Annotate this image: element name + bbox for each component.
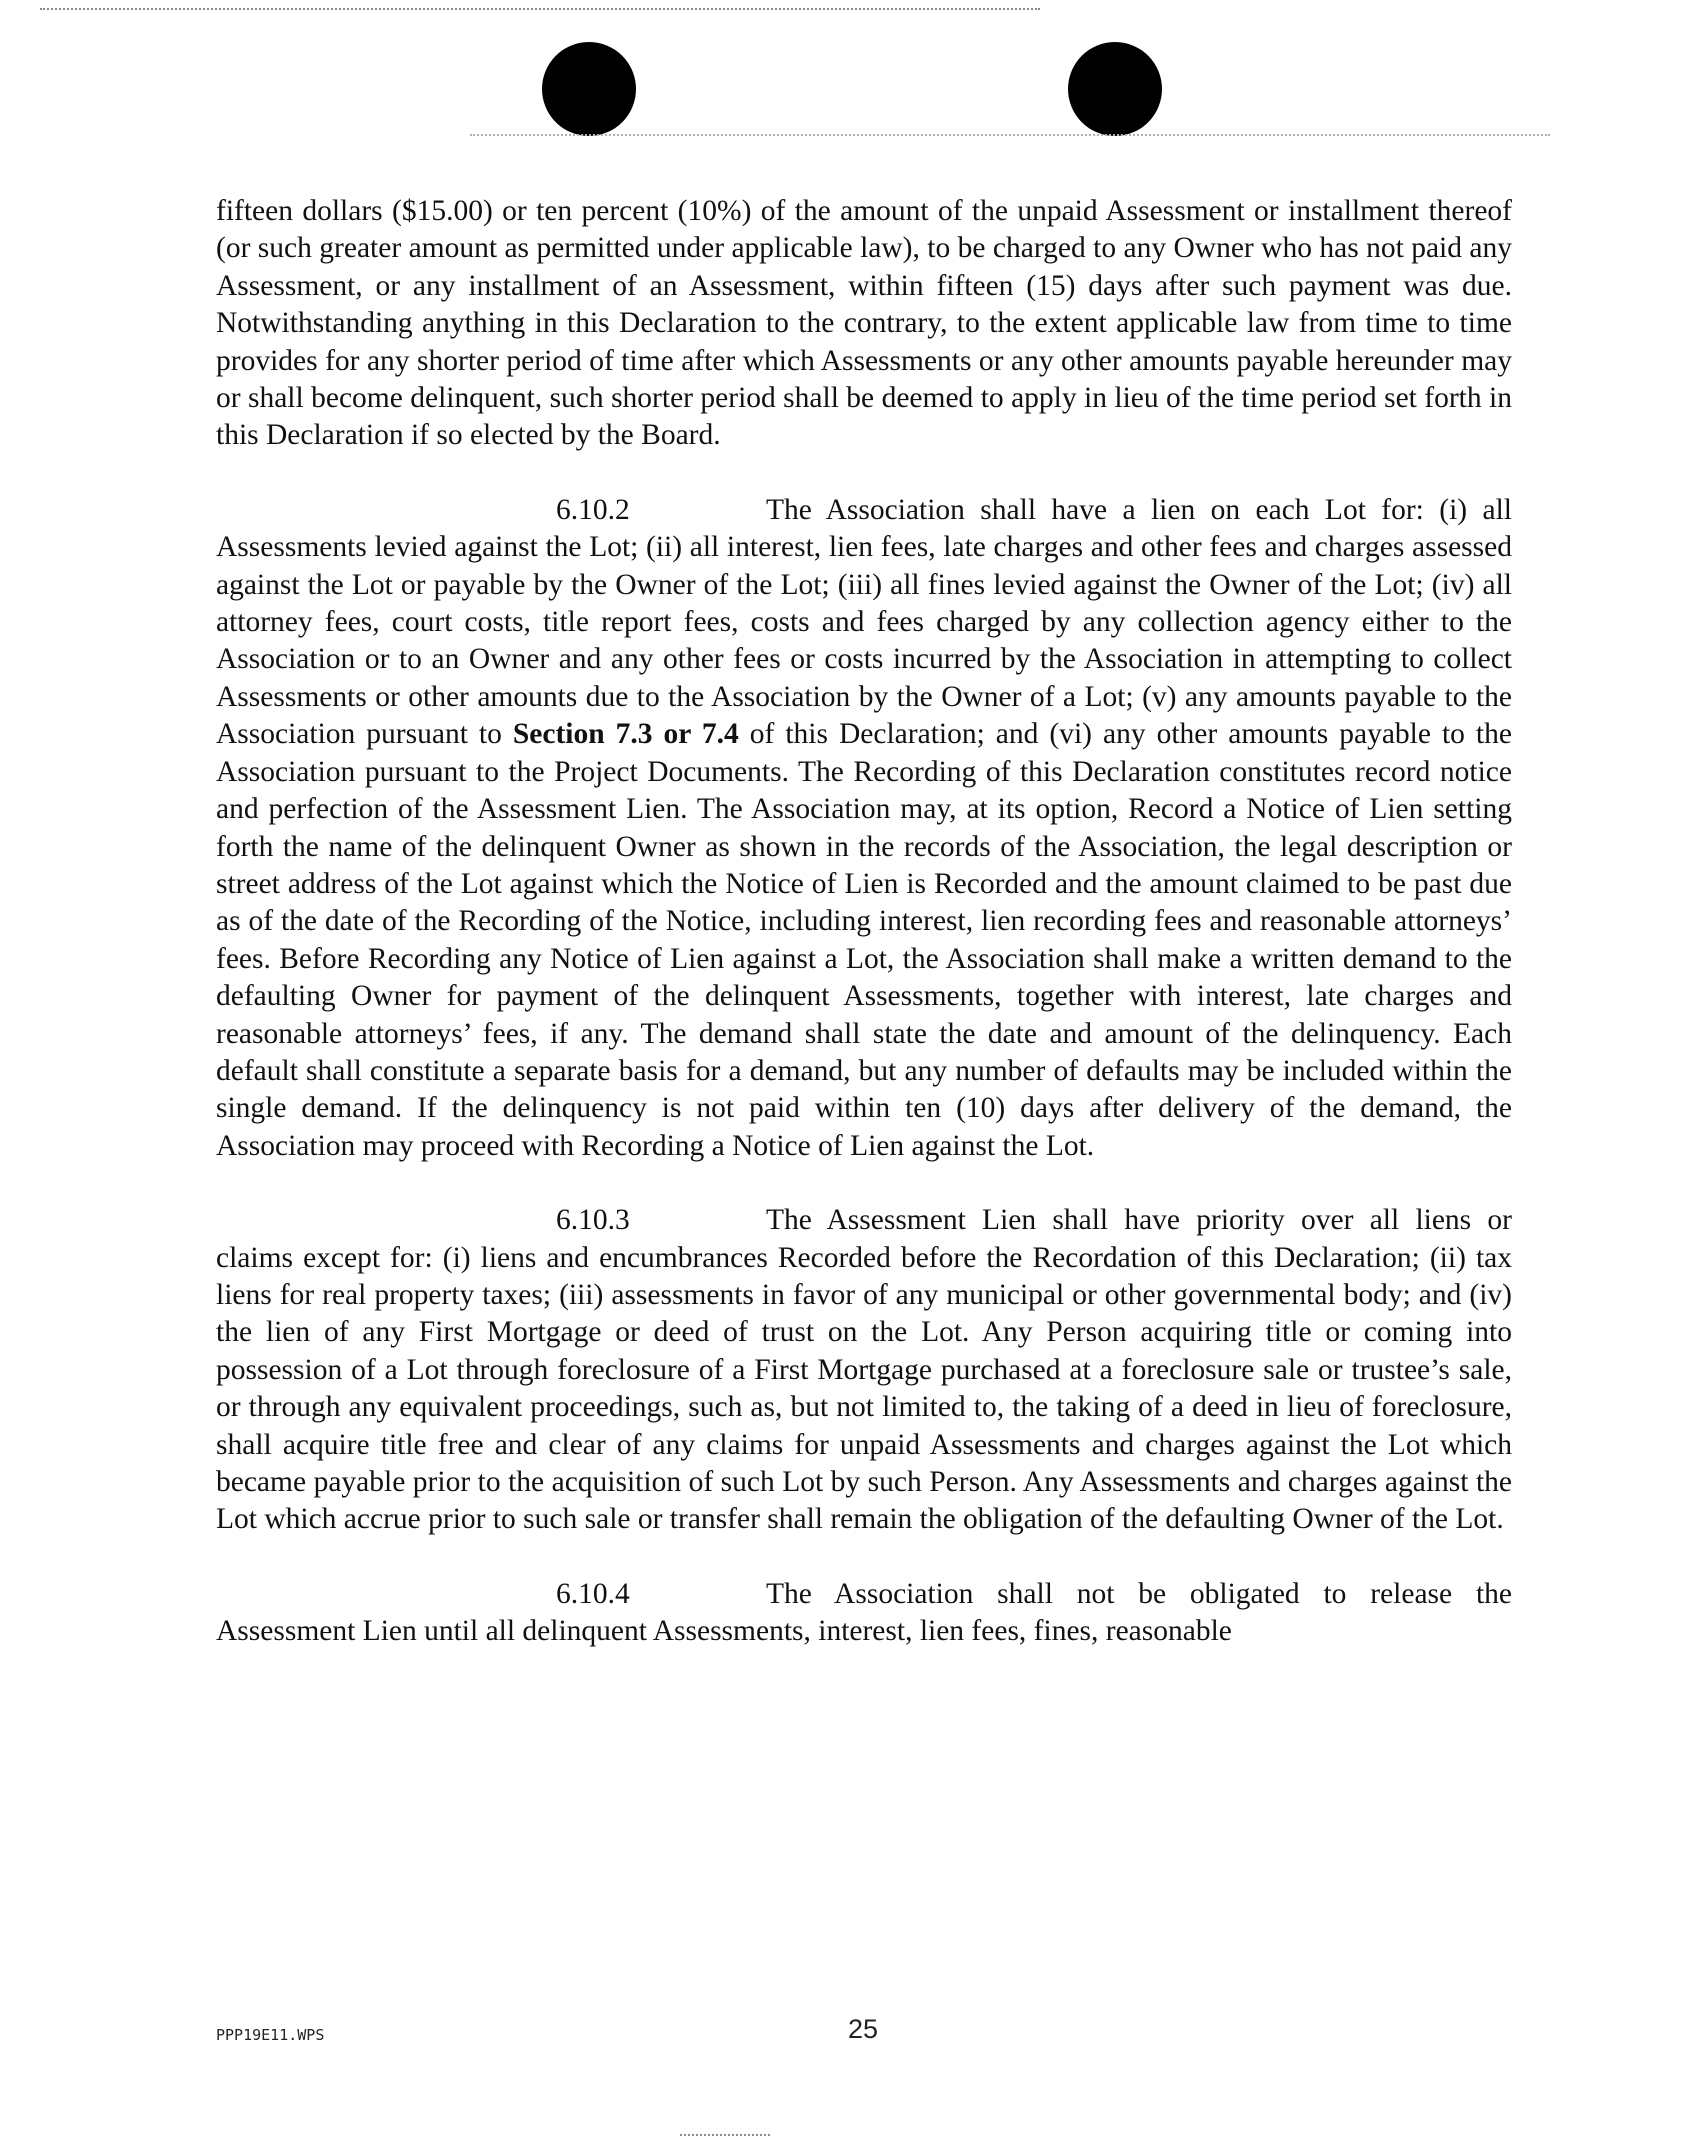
section-reference: Section 7.3 or 7.4 <box>512 718 739 751</box>
punch-hole-right <box>1068 42 1162 136</box>
section-number: 6.10.4 <box>556 1577 630 1610</box>
section-number: 6.10.3 <box>556 1204 630 1237</box>
scan-artifact-header <box>470 134 1550 136</box>
paragraph-text: fifteen dollars ($15.00) or ten percent (10%) of the amount of the unpaid Assessment or installment thereof (or such greater amount as permitted under applicable law), to be charged to any Owner who has not paid any Assessment, or any installment of an Assessment, within fifteen (15) days after such payment was due. Notwithstanding anything in this Declaration to the contrary, to the extent applicable law from time to time provides for any shorter period of time after which Assessments or any other amounts payable hereunder may or shall become delinquent, such shorter period shall be deemed to apply in lieu of the time period set forth in this Declaration if so elected by the Board. <box>216 195 1512 452</box>
paragraph-text-after: of this Declaration; and (vi) any other amounts payable to the Association pursuant to the Project Documents. The Recording of this Declaration constitutes record notice and perfection of the Assessment Lien. The Association may, at its option, Record a Notice of Lien setting forth the name of the delinquent Owner as shown in the records of the Association, the legal description or street address of the Lot against which the Notice of Lien is Recorded and the amount claimed to be past due as of the date of the Recording of the Notice, including interest, lien recording fees and reasonable attorneys’ fees. Before Recording any Notice of Lien against a Lot, the Association shall make a written demand to the defaulting Owner for payment of the delinquent Assessments, together with interest, late charges and reasonable attorneys’ fees, if any. The demand shall state the date and amount of the delinquency. Each default shall constitute a separate basis for a demand, but any number of defaults may be included within the single demand. If the delinquency is not paid within ten (10) days after delivery of the demand, the Association may proceed with Recording a Notice of Lien against the Lot. <box>216 718 1512 1162</box>
paragraph-6-10-3 <box>216 1202 1512 1539</box>
paragraph-text: The Assessment Lien shall have priority over all liens or claims except for: (i) liens and encumbrances Recorded before the Recordation of this Declaration; (ii) tax liens for real property taxes; (iii) assessments in favor of any municipal or other governmental body; and (iv) the lien of any First Mortgage or deed of trust on the Lot. Any Person acquiring title or coming into possession of a Lot through foreclosure of a First Mortgage purchased at a foreclosure sale or trustee’s sale, or through any equivalent proceedings, such as, but not limited to, the taking of a deed in lieu of foreclosure, shall acquire title free and clear of any claims for unpaid Assessments and charges against the Lot which became payable prior to the acquisition of such Lot by such Person. Any Assessments and charges against the Lot which accrue prior to such sale or transfer shall remain the obligation of the defaulting Owner of the Lot. <box>216 1204 1512 1536</box>
page-number: 25 <box>848 2014 879 2044</box>
section-number: 6.10.2 <box>556 493 630 526</box>
scan-artifact-bottom <box>680 2134 770 2136</box>
paragraph-6-10-4 <box>216 1576 1512 1651</box>
paragraph-continuation <box>216 193 1512 455</box>
paragraph-6-10-2 <box>216 492 1512 1165</box>
paragraph-text: The Association shall not be obligated to release the Assessment Lien until all delinquent Assessments, interest, lien fees, fines, reasonable <box>216 1577 1512 1648</box>
footer-doc-code: PPP19E11.WPS <box>216 2026 325 2044</box>
scan-artifact-top <box>40 8 1040 10</box>
punch-hole-left <box>542 42 636 136</box>
document-body <box>216 193 1512 1688</box>
paragraph-text-before: The Association shall have a lien on each Lot for: (i) all Assessments levied against the Lot; (ii) all interest, lien fees, late charges and other fees and charges assessed against the Lot or payable by the Owner of the Lot; (iii) all fines levied against the Owner of the Lot; (iv) all attorney fees, court costs, title report fees, costs and fees charged by any collection agency either to the Association or to an Owner and any other fees or costs incurred by the Association in attempting to collect Assessments or other amounts due to the Association by the Owner of a Lot; (v) any amounts payable to the Association pursuant to <box>216 493 1512 751</box>
